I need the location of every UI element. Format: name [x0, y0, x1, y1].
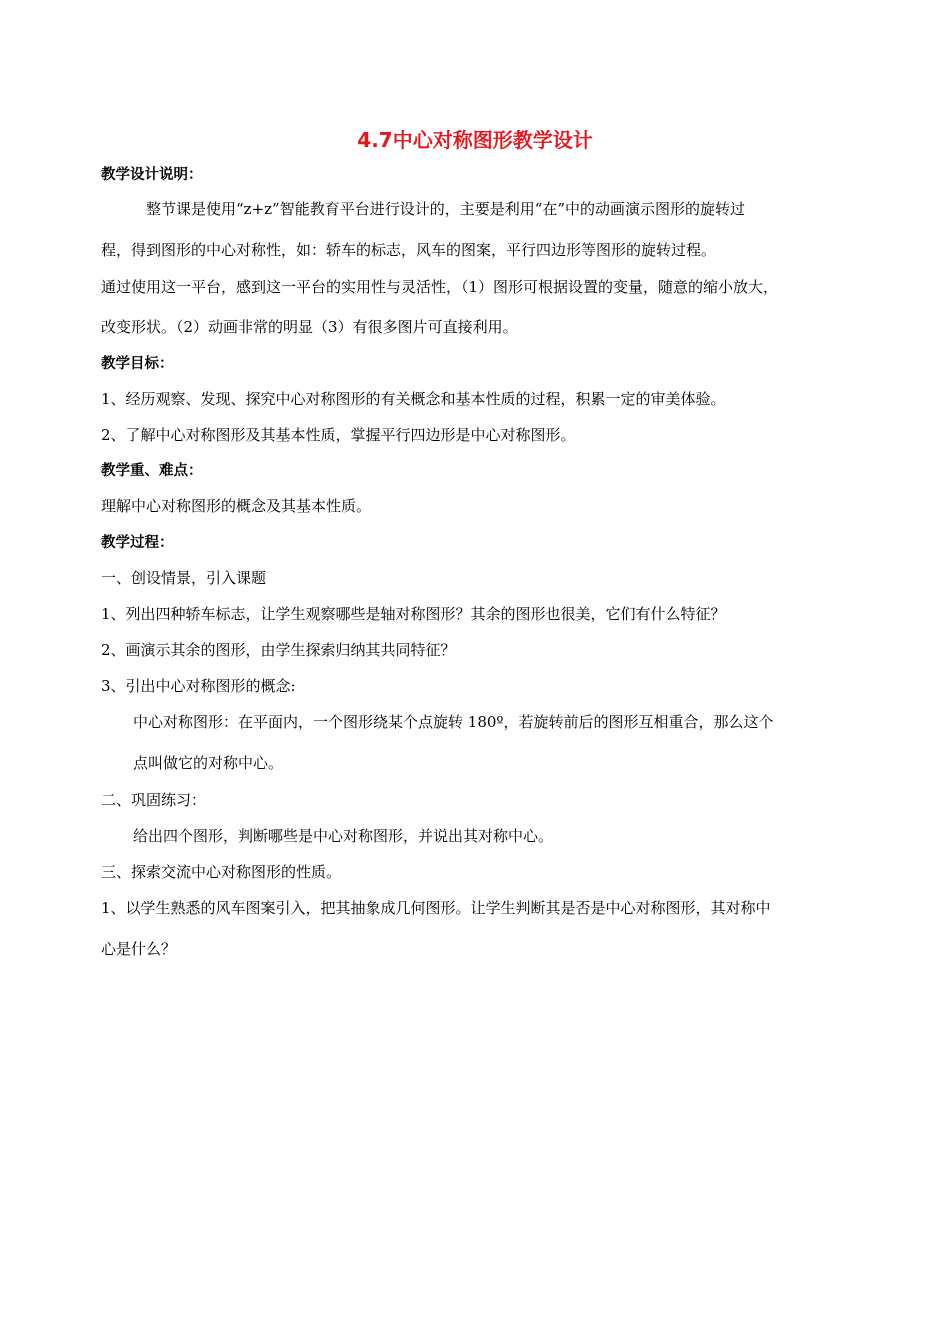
goals-heading: 教学目标：	[101, 356, 174, 372]
process-item: 心是什么？	[101, 940, 177, 958]
goal-item: 1、经历观察、发现、探究中心对称图形的有关概念和基本性质的过程，积累一定的审美体验。	[101, 390, 726, 408]
page-title: 4.7中心对称图形教学设计	[357, 128, 593, 152]
goal-item: 2、了解中心对称图形及其基本性质，掌握平行四边形是中心对称图形。	[101, 426, 576, 444]
key-points-heading: 教学重、难点：	[101, 463, 203, 479]
design-note-paragraph-line: 改变形状。（2）动画非常的明显（3）有很多图片可直接利用。	[101, 318, 518, 336]
design-note-heading: 教学设计说明：	[101, 167, 203, 183]
process-heading: 教学过程：	[101, 535, 174, 551]
process-part-title: 二、巩固练习：	[101, 791, 207, 809]
process-item: 1、列出四种轿车标志，让学生观察哪些是轴对称图形？其余的图形也很美，它们有什么特征？	[101, 605, 726, 623]
process-item: 1、以学生熟悉的风车图案引入，把其抽象成几何图形。让学生判断其是否是中心对称图形，其对称中	[101, 899, 771, 917]
definition-line: 点叫做它的对称中心。	[133, 754, 284, 772]
design-note-paragraph-line: 通过使用这一平台，感到这一平台的实用性与灵活性，（1）图形可根据设置的变量，随意的缩小放大，	[101, 278, 779, 296]
process-part-title: 一、创设情景，引入课题	[101, 569, 267, 587]
process-text: 给出四个图形，判断哪些是中心对称图形，并说出其对称中心。	[133, 827, 554, 845]
definition-line: 中心对称图形：在平面内，一个图形绕某个点旋转 180º，若旋转前后的图形互相重合，那么这个	[133, 713, 774, 731]
process-item: 3、引出中心对称图形的概念:	[101, 677, 296, 695]
process-part-title: 三、探索交流中心对称图形的性质。	[101, 863, 342, 881]
design-note-paragraph-line: 整节课是使用“z+z”智能教育平台进行设计的，主要是利用“在”中的动画演示图形的旋转过	[146, 200, 746, 218]
key-points-text: 理解中心对称图形的概念及其基本性质。	[101, 497, 372, 515]
process-item: 2、画演示其余的图形，由学生探索归纳其共同特征？	[101, 641, 456, 659]
design-note-paragraph-line: 程，得到图形的中心对称性，如：轿车的标志，风车的图案，平行四边形等图形的旋转过程。	[101, 241, 717, 259]
